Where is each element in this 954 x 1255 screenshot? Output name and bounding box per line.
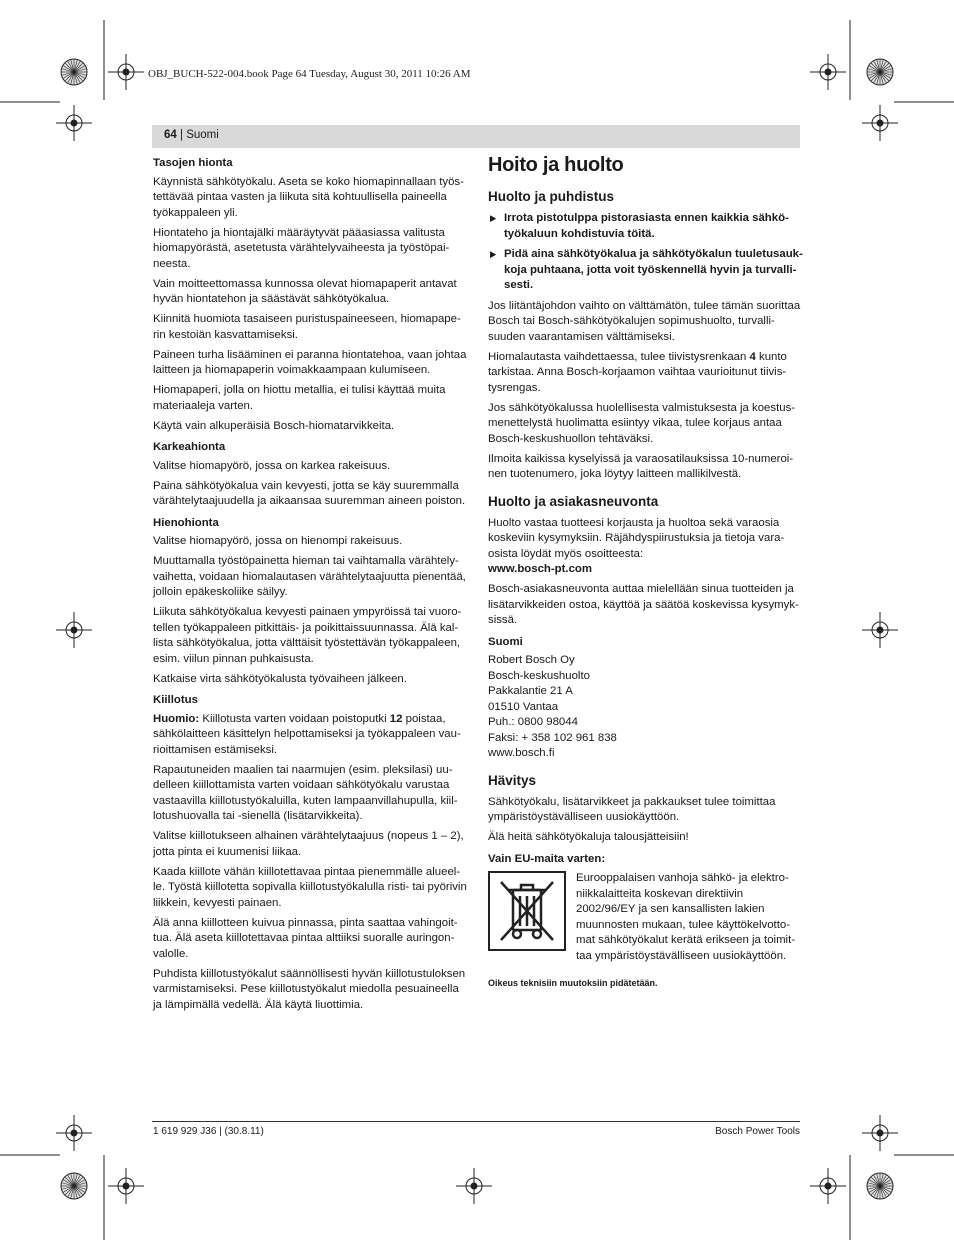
part-number: 12	[389, 712, 403, 725]
left-column	[153, 156, 468, 1018]
heading-disposal: Hävitys	[488, 772, 537, 788]
fax-line: Faksi: + 358 102 961 838	[488, 731, 617, 744]
eu-label: Vain EU-maita varten:	[488, 852, 606, 865]
safety-bullet	[488, 247, 803, 294]
bullet-text: Irrota pistotulppa pistorasiasta ennen kaikkia sähkötyökaluun kohdistuvia töitä.	[504, 212, 789, 240]
paragraph: Rapautuneiden maalien tai naarmujen (esim. pleksilasi) uudelleen kiillottamista varten voidaan sähkötyökalu varustaa vastaavilla kiillotustyökaluilla, kuten lampaanvillahupulla, kiillotushuovalla tai -sienellä (lisätarvikkeita).	[153, 763, 458, 822]
print-header: OBJ_BUCH-522-004.book Page 64 Tuesday, August 30, 2011 10:26 AM	[148, 68, 471, 80]
note-label: Huomio:	[153, 712, 200, 725]
paragraph: Valitse hiomapyörö, jossa on karkea rakeisuus.	[153, 459, 391, 472]
rights-note: Oikeus teknisiin muutoksiin pidätetään.	[488, 978, 658, 988]
paragraph: Kaada kiillote vähän kiillotettavaa pintaa pienemmälle alueelle. Työstä kiillotetta sopivalla kiillotustyökalulla risti- tai pyörivin liikkein, kevyesti painaen.	[153, 865, 467, 909]
phone-line: Puh.: 0800 98044	[488, 716, 578, 728]
address-line: Pakkalantie 21 A	[488, 685, 573, 697]
weee-block	[488, 871, 803, 964]
paragraph-text: kunto tarkistaa. Anna Bosch-korjaamon vaihtaa vaurioitunut tiivistysrengas.	[488, 350, 787, 394]
paragraph	[488, 350, 803, 397]
paragraph: Älä heitä sähkötyökaluja talousjätteisiin!	[488, 831, 689, 843]
footer-divider	[152, 1121, 800, 1122]
paragraph: Puhdista kiillotustyökalut säännöllisesti hyvän kiillotustuloksen varmistamiseksi. Pese kiillotustyökalut miedolla pesuaineella ja lämpimällä vedellä. Älä käytä liuottimia.	[153, 967, 466, 1011]
note-paragraph	[153, 712, 468, 759]
note-text: poistaa, sähkölaitteen käsittelyn helpottamiseksi ja työkappaleen vaurioittamisen estämiseksi.	[153, 712, 461, 756]
safety-bullet	[488, 211, 803, 242]
page-header-bar	[152, 125, 800, 148]
chapter-title: Hoito ja huolto	[488, 154, 624, 176]
paragraph: Valitse hiomapyörö, jossa on hienompi rakeisuus.	[153, 535, 403, 547]
address-line: Robert Bosch Oy	[488, 654, 575, 666]
header-separator: |	[176, 129, 187, 141]
section-title-hienohionta: Hienohionta	[153, 516, 219, 529]
bullet-text: Pidä aina sähkötyökalua ja sähkötyökalun tuuletusaukkoja puhtaana, jotta voit työskennellä hyvin ja turvallisesti.	[504, 248, 803, 291]
paragraph: Älä anna kiillotteen kuivua pinnassa, pinta saattaa vahingoittua. Älä aseta kiillotettavaa pintaa alttiiksi suoralle auringonvalolle.	[153, 916, 458, 960]
paragraph: Jos liitäntäjohdon vaihto on välttämätön, tulee tämän suorittaa Bosch tai Bosch-sähkötyökalujen sopimushuolto, turvallisuuden vaarantamisen välttämiseksi.	[488, 299, 801, 343]
address-line: 01510 Vantaa	[488, 700, 559, 713]
paragraph: Liikuta sähkötyökalua kevyesti painaen ympyröissä tai vuorotellen työkappaleen pitkittäis- ja poikittaissuunnassa. Älä kallista sähkötyökalua, jotta välttäisit työstettävän työkappaleen, esim. viilun pinnan puhkaisusta.	[153, 606, 462, 665]
paragraph: Hiomapaperi, jolla on hiottu metallia, ei tulisi käyttää muita materiaaleja varten.	[153, 384, 446, 412]
paragraph: Hiontateho ja hiontajälki määräytyvät pääasiassa valitusta hiomapyörästä, asetetusta värähtelyvaiheesta ja työstöpaineesta.	[153, 226, 450, 270]
paragraph: Paina sähkötyökalua vain kevyesti, jotta se käy suuremmalla värähtelytaajuudella ja aikaansaa suuremman aineen poiston.	[153, 479, 466, 507]
footer-brand: Bosch Power Tools	[715, 1126, 800, 1137]
crossed-out-bin-icon	[488, 871, 566, 951]
page-number: 64	[164, 129, 177, 141]
section-title-tasojen: Tasojen hionta	[153, 157, 233, 169]
paragraph: Ilmoita kaikissa kyselyissä ja varaosatilauksissa 10-numeroinen tuotenumero, joka löytyy laitteen mallikilvestä.	[488, 452, 794, 480]
header-section: Suomi	[186, 129, 219, 141]
paragraph: Jos sähkötyökalussa huolellisesta valmistuksesta ja koestusmenettelystä huolimatta esiintyy vikaa, tulee korjaus antaa Bosch-keskushuollon tehtäväksi.	[488, 401, 796, 445]
paragraph: Vain moitteettomassa kunnossa olevat hiomapaperit antavat hyvän hiontatehon ja säästävät sähkötyökalua.	[153, 277, 457, 305]
heading-maintenance-cleaning: Huolto ja puhdistus	[488, 189, 614, 204]
paragraph: Käynnistä sähkötyökalu. Aseta se koko hiomapinnallaan työstettävää pintaa vasten ja liikuta sitä kohtuullisella paineella työkappaleen yli.	[153, 175, 464, 219]
paragraph: Muuttamalla työstöpainetta hieman tai vaihtamalla värähtelyvaihetta, voidaan hiomalautasen värähtelytaajuutta pienentää, jolloin epäkeskoliike säilyy.	[153, 555, 466, 598]
paragraph: Paineen turha lisääminen ei paranna hiontatehoa, vaan johtaa laitteen ja hiomapaperin voimakkaampaan kulumiseen.	[153, 348, 467, 376]
paragraph-text: Hiomalautasta vaihdettaessa, tulee tiivistysrenkaan	[488, 350, 750, 363]
website-link[interactable]: www.bosch.fi	[488, 747, 555, 759]
note-text: Kiillotusta varten voidaan poistoputki	[199, 712, 390, 725]
weee-text: Eurooppalaisen vanhoja sähkö- ja elektroniikkalaitteita koskevan direktiivin 2002/96/EY ja sen kansallisten lakien muunnosten mukaan, tulee käyttökelvottomat sähkötyökalut kerätä erikseen ja toimittaa ympäristöystävälliseen uusiokäyttöön.	[576, 872, 796, 962]
paragraph: Katkaise virta sähkötyökalusta työvaiheen jälkeen.	[153, 672, 407, 685]
paragraph: Bosch-asiakasneuvonta auttaa mielellään sinua tuotteiden ja lisätarvikkeiden ostoa, käyttöä ja säätöä koskevissa kysymyksissä.	[488, 583, 799, 626]
heading-service: Huolto ja asiakasneuvonta	[488, 493, 659, 509]
section-title-kiillotus: Kiillotus	[153, 694, 198, 706]
right-column	[488, 152, 803, 996]
triangle-bullet-icon: ▶	[490, 249, 497, 259]
paragraph: Sähkötyökalu, lisätarvikkeet ja pakkaukset tulee toimittaa ympäristöystävälliseen uusiokäyttöön.	[488, 795, 776, 823]
footer-product-code: 1 619 929 J36 | (30.8.11)	[153, 1126, 264, 1137]
address-line: Bosch-keskushuolto	[488, 669, 590, 682]
part-number: 4	[749, 350, 756, 363]
paragraph: Kiinnitä huomiota tasaiseen puristuspaineeseen, hiomapaperin kestoiän kasvattamiseksi.	[153, 313, 461, 341]
paragraph: Huolto vastaa tuotteesi korjausta ja huoltoa sekä varaosia koskeviin kysymyksiin. Räjähdyspiirustuksia ja tietoja varaosista löydät myös osoitteesta:	[488, 516, 785, 560]
triangle-bullet-icon: ▶	[490, 213, 497, 223]
section-title-karkeahionta: Karkeahionta	[153, 441, 226, 453]
service-address	[488, 653, 803, 762]
service-url-link[interactable]: www.bosch-pt.com	[488, 563, 592, 575]
country-heading: Suomi	[488, 635, 523, 648]
paragraph: Valitse kiillotukseen alhainen värähtelytaajuus (nopeus 1 – 2), jotta pinta ei kuumenisi liikaa.	[153, 830, 464, 858]
paragraph: Käytä vain alkuperäisiä Bosch-hiomatarvikkeita.	[153, 419, 395, 432]
